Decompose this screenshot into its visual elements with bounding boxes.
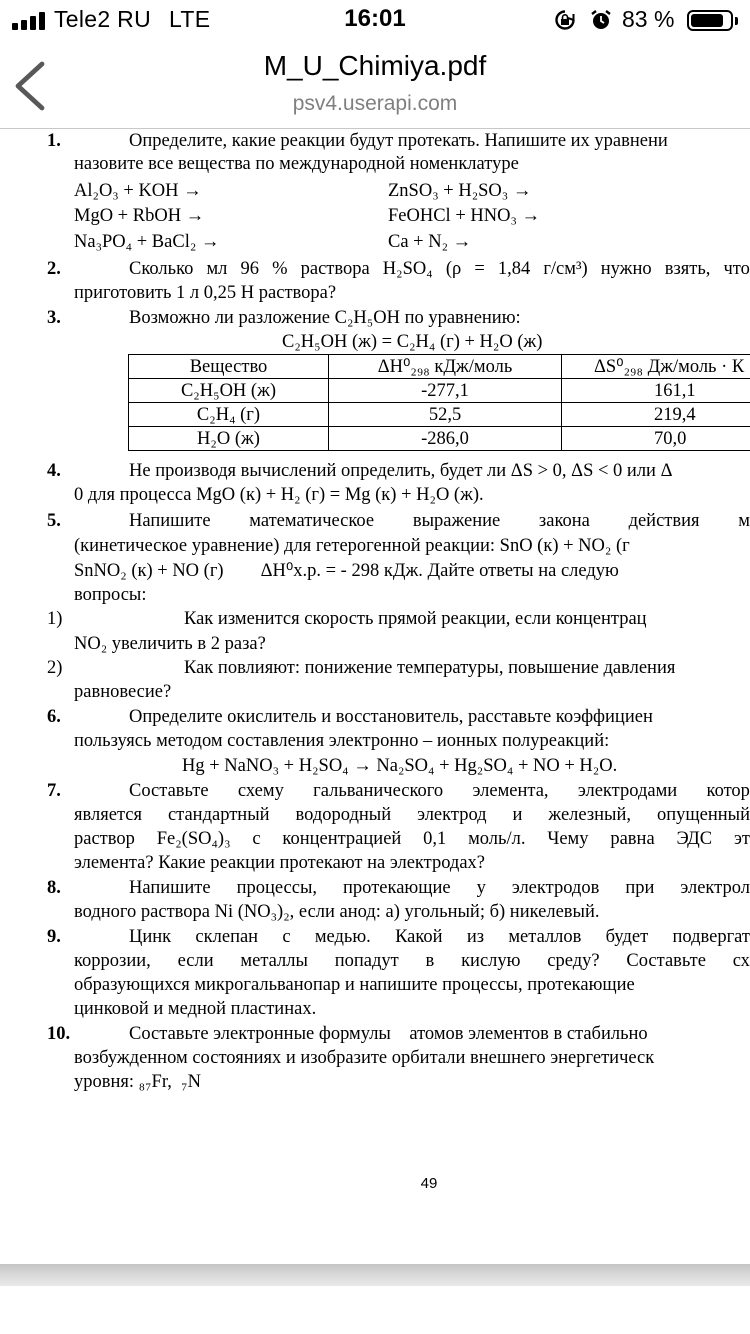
text-word: Составьте bbox=[129, 781, 209, 801]
text-word: г/см³) bbox=[543, 259, 588, 279]
text-word: эт bbox=[733, 829, 750, 849]
q6-line2: пользуясь методом составления электронно – ионных полуреакций: bbox=[74, 731, 610, 751]
question-number: 2. bbox=[47, 259, 61, 279]
text-word: процессы, bbox=[236, 878, 318, 898]
text-word: электрод bbox=[417, 805, 487, 825]
q10-line2: возбужденном состояниях и изобразите орбитали внешнего энергетическ bbox=[74, 1048, 655, 1068]
reaction-text: FeOHCl + HNO₃ → bbox=[388, 206, 541, 226]
text-word: 1,84 bbox=[497, 259, 531, 279]
question-number: 7. bbox=[47, 781, 61, 801]
page-shadow-separator bbox=[0, 1264, 750, 1286]
document-source: psv4.userapi.com bbox=[292, 92, 458, 115]
question-number: 4. bbox=[47, 461, 61, 481]
q5-sub2-line2: равновесие? bbox=[74, 682, 172, 702]
text-word: 0,1 bbox=[423, 829, 447, 849]
thermo-table bbox=[128, 354, 750, 451]
question-number: 3. bbox=[47, 308, 61, 328]
q5-line3: SnNO₂ (к) + NO (г) ΔH⁰х.р. = - 298 кДж. Дайте ответы на следую bbox=[74, 561, 619, 581]
text-word: будет bbox=[605, 927, 649, 947]
q6-equation: Hg + NaNO₃ + H₂SO₄ → Na₂SO₄ + Hg₂SO₄ + NO + H₂O. bbox=[182, 756, 618, 776]
q5-line4: вопросы: bbox=[74, 585, 147, 605]
battery-percent: 83 % bbox=[622, 6, 675, 32]
text-word: из bbox=[466, 927, 485, 947]
text-word: равна bbox=[610, 829, 655, 849]
table-cell: 161,1 bbox=[562, 379, 750, 403]
text-word: электродами bbox=[577, 781, 678, 801]
text-word: раствора bbox=[300, 259, 370, 279]
text-word: если bbox=[177, 951, 214, 971]
battery-icon bbox=[687, 10, 733, 31]
q2-line1 bbox=[129, 257, 750, 282]
table-cell: 52,5 bbox=[329, 403, 562, 427]
reaction-text: Ca + N₂ → bbox=[388, 232, 472, 252]
q4-line2: 0 для процесса MgO (к) + H₂ (г) = Mg (к) + H₂O (ж). bbox=[74, 485, 484, 505]
text-word: медью. bbox=[314, 927, 371, 947]
text-word: у bbox=[476, 878, 486, 898]
text-word: действия bbox=[628, 511, 700, 531]
text-word: выражение bbox=[412, 511, 501, 531]
text-word: элемента, bbox=[472, 781, 549, 801]
text-word: Сколько bbox=[129, 259, 194, 279]
q3-line1: Возможно ли разложение C₂H₅OH по уравнению: bbox=[129, 308, 521, 328]
q7-line3 bbox=[74, 827, 750, 852]
text-word: % bbox=[272, 259, 288, 279]
battery-tip bbox=[735, 17, 738, 25]
text-word: (ρ bbox=[445, 259, 462, 279]
reaction-text: ZnSO₃ + H₂SO₃ → bbox=[388, 181, 532, 201]
page-number: 49 bbox=[420, 1175, 438, 1192]
q10-line1: Составьте электронные формулы атомов элементов в стабильно bbox=[129, 1024, 648, 1044]
table-cell: 70,0 bbox=[562, 427, 750, 451]
status-bar bbox=[0, 0, 750, 44]
table-row bbox=[129, 379, 750, 403]
text-word: электродов bbox=[511, 878, 600, 898]
table-cell: C₂H₄ (г) bbox=[129, 403, 329, 427]
q5-line2: (кинетическое уравнение) для гетерогенной реакции: SnO (к) + NO₂ (г bbox=[74, 536, 630, 556]
text-word: и bbox=[512, 805, 523, 825]
q1-line1: Определите, какие реакции будут протекать. Напишите их уравнени bbox=[129, 131, 668, 151]
q9-line3: образующихся микрогальванопар и напишите процессы, протекающие bbox=[74, 975, 635, 995]
text-word: склепан bbox=[195, 927, 259, 947]
text-word: мл bbox=[206, 259, 228, 279]
text-word: металлы bbox=[240, 951, 308, 971]
question-number: 8. bbox=[47, 878, 61, 898]
table-header-row bbox=[129, 355, 750, 379]
text-word: схему bbox=[237, 781, 284, 801]
text-word: водородный bbox=[295, 805, 392, 825]
carrier-name: Tele2 RU bbox=[54, 6, 151, 32]
table-header-cell: ΔS⁰₂₉₈ Дж/моль · К bbox=[562, 355, 750, 379]
text-word: математическое bbox=[249, 511, 375, 531]
text-word: опущенный bbox=[656, 805, 750, 825]
table-header-cell: Вещество bbox=[129, 355, 329, 379]
table-cell: H₂O (ж) bbox=[129, 427, 329, 451]
text-word: протекающие bbox=[343, 878, 451, 898]
text-word: в bbox=[425, 951, 435, 971]
q9-line4: цинковой и медной пластинах. bbox=[74, 999, 317, 1019]
text-word: = bbox=[474, 259, 485, 279]
text-word: Составьте bbox=[626, 951, 706, 971]
subquestion-number: 1) bbox=[47, 609, 63, 629]
question-number: 10. bbox=[47, 1024, 71, 1044]
text-word: взять, bbox=[664, 259, 711, 279]
text-word: моль/л. bbox=[468, 829, 526, 849]
text-word: среду? bbox=[547, 951, 600, 971]
text-word: электрол bbox=[680, 878, 750, 898]
q8-line1 bbox=[129, 876, 750, 901]
text-word: с bbox=[252, 829, 261, 849]
text-word: нужно bbox=[600, 259, 652, 279]
rotation-lock-icon bbox=[554, 9, 576, 31]
text-word: железный, bbox=[548, 805, 632, 825]
text-word: концентрацией bbox=[282, 829, 402, 849]
network-type: LTE bbox=[169, 6, 211, 32]
table-header-cell: ΔH⁰₂₉₈ кДж/моль bbox=[329, 355, 562, 379]
text-word: закона bbox=[538, 511, 590, 531]
text-word: 96 bbox=[240, 259, 260, 279]
text-word: котор bbox=[706, 781, 750, 801]
text-word: гальванического bbox=[313, 781, 444, 801]
text-word: Чему bbox=[547, 829, 589, 849]
text-word: при bbox=[625, 878, 655, 898]
reaction-text: MgO + RbOH → bbox=[74, 206, 205, 226]
question-number: 5. bbox=[47, 511, 61, 531]
pdf-page[interactable] bbox=[0, 129, 750, 1269]
q5-sub1-line1: Как изменится скорость прямой реакции, если концентрац bbox=[184, 609, 647, 629]
question-number: 1. bbox=[47, 131, 61, 151]
question-number: 6. bbox=[47, 707, 61, 727]
battery-fill bbox=[691, 14, 723, 27]
q5-sub1-line2: NO₂ увеличить в 2 раза? bbox=[74, 634, 266, 654]
q10-line3: уровня: ₈₇Fr, ₇N bbox=[74, 1072, 201, 1092]
text-word: Напишите bbox=[129, 878, 211, 898]
q2-line2: приготовить 1 л 0,25 Н раствора? bbox=[74, 283, 337, 303]
q7-line1 bbox=[129, 779, 750, 804]
text-word: что bbox=[723, 259, 750, 279]
subquestion-number: 2) bbox=[47, 658, 63, 678]
q5-sub2-line1: Как повлияют: понижение температуры, повышение давления bbox=[184, 658, 676, 678]
table-cell: -277,1 bbox=[329, 379, 562, 403]
q1-line2: назовите все вещества по международной номенклатуре bbox=[74, 154, 519, 174]
text-word: коррозии, bbox=[74, 951, 151, 971]
text-word: сх bbox=[732, 951, 750, 971]
table-cell: 219,4 bbox=[562, 403, 750, 427]
text-word: ЭДС bbox=[676, 829, 713, 849]
text-word: Какой bbox=[395, 927, 443, 947]
next-page-area[interactable] bbox=[0, 1286, 750, 1334]
table-cell: -286,0 bbox=[329, 427, 562, 451]
table-row bbox=[129, 427, 750, 451]
question-number: 9. bbox=[47, 927, 61, 947]
text-word: попадут bbox=[334, 951, 399, 971]
q6-line1: Определите окислитель и восстановитель, расставьте коэффициен bbox=[129, 707, 653, 727]
text-word: металлов bbox=[508, 927, 582, 947]
text-word: Напишите bbox=[129, 511, 211, 531]
reaction-text: Na₃PO₄ + BaCl₂ → bbox=[74, 232, 220, 252]
q9-line1 bbox=[129, 925, 750, 950]
text-word: стандартный bbox=[167, 805, 270, 825]
q7-line4: элемента? Какие реакции протекают на электродах? bbox=[74, 853, 486, 873]
q3-equation: C₂H₅OH (ж) = C₂H₄ (г) + H₂O (ж) bbox=[282, 332, 543, 352]
q5-line1 bbox=[129, 509, 750, 534]
text-word: с bbox=[282, 927, 291, 947]
text-word: Fe₂(SO₄)₃ bbox=[156, 829, 231, 849]
text-word: H₂SO₄ bbox=[382, 259, 433, 279]
text-word: кислую bbox=[461, 951, 521, 971]
q8-line2: водного раствора Ni (NO₃)₂, если анод: а) угольный; б) никелевый. bbox=[74, 902, 600, 922]
text-word: Цинк bbox=[129, 927, 172, 947]
table-row bbox=[129, 403, 750, 427]
text-word: м bbox=[738, 511, 750, 531]
q9-line2 bbox=[74, 949, 750, 974]
q4-line1: Не производя вычислений определить, будет ли ΔS > 0, ΔS < 0 или Δ bbox=[129, 461, 673, 481]
text-word: является bbox=[74, 805, 142, 825]
text-word: подвергат bbox=[672, 927, 750, 947]
alarm-icon bbox=[590, 9, 612, 31]
document-title: M_U_Chimiya.pdf bbox=[263, 50, 487, 81]
reaction-text: Al₂O₃ + KOH → bbox=[74, 181, 202, 201]
text-word: раствор bbox=[74, 829, 135, 849]
status-time: 16:01 bbox=[344, 5, 406, 32]
q7-line2 bbox=[74, 803, 750, 828]
table-cell: C₂H₅OH (ж) bbox=[129, 379, 329, 403]
